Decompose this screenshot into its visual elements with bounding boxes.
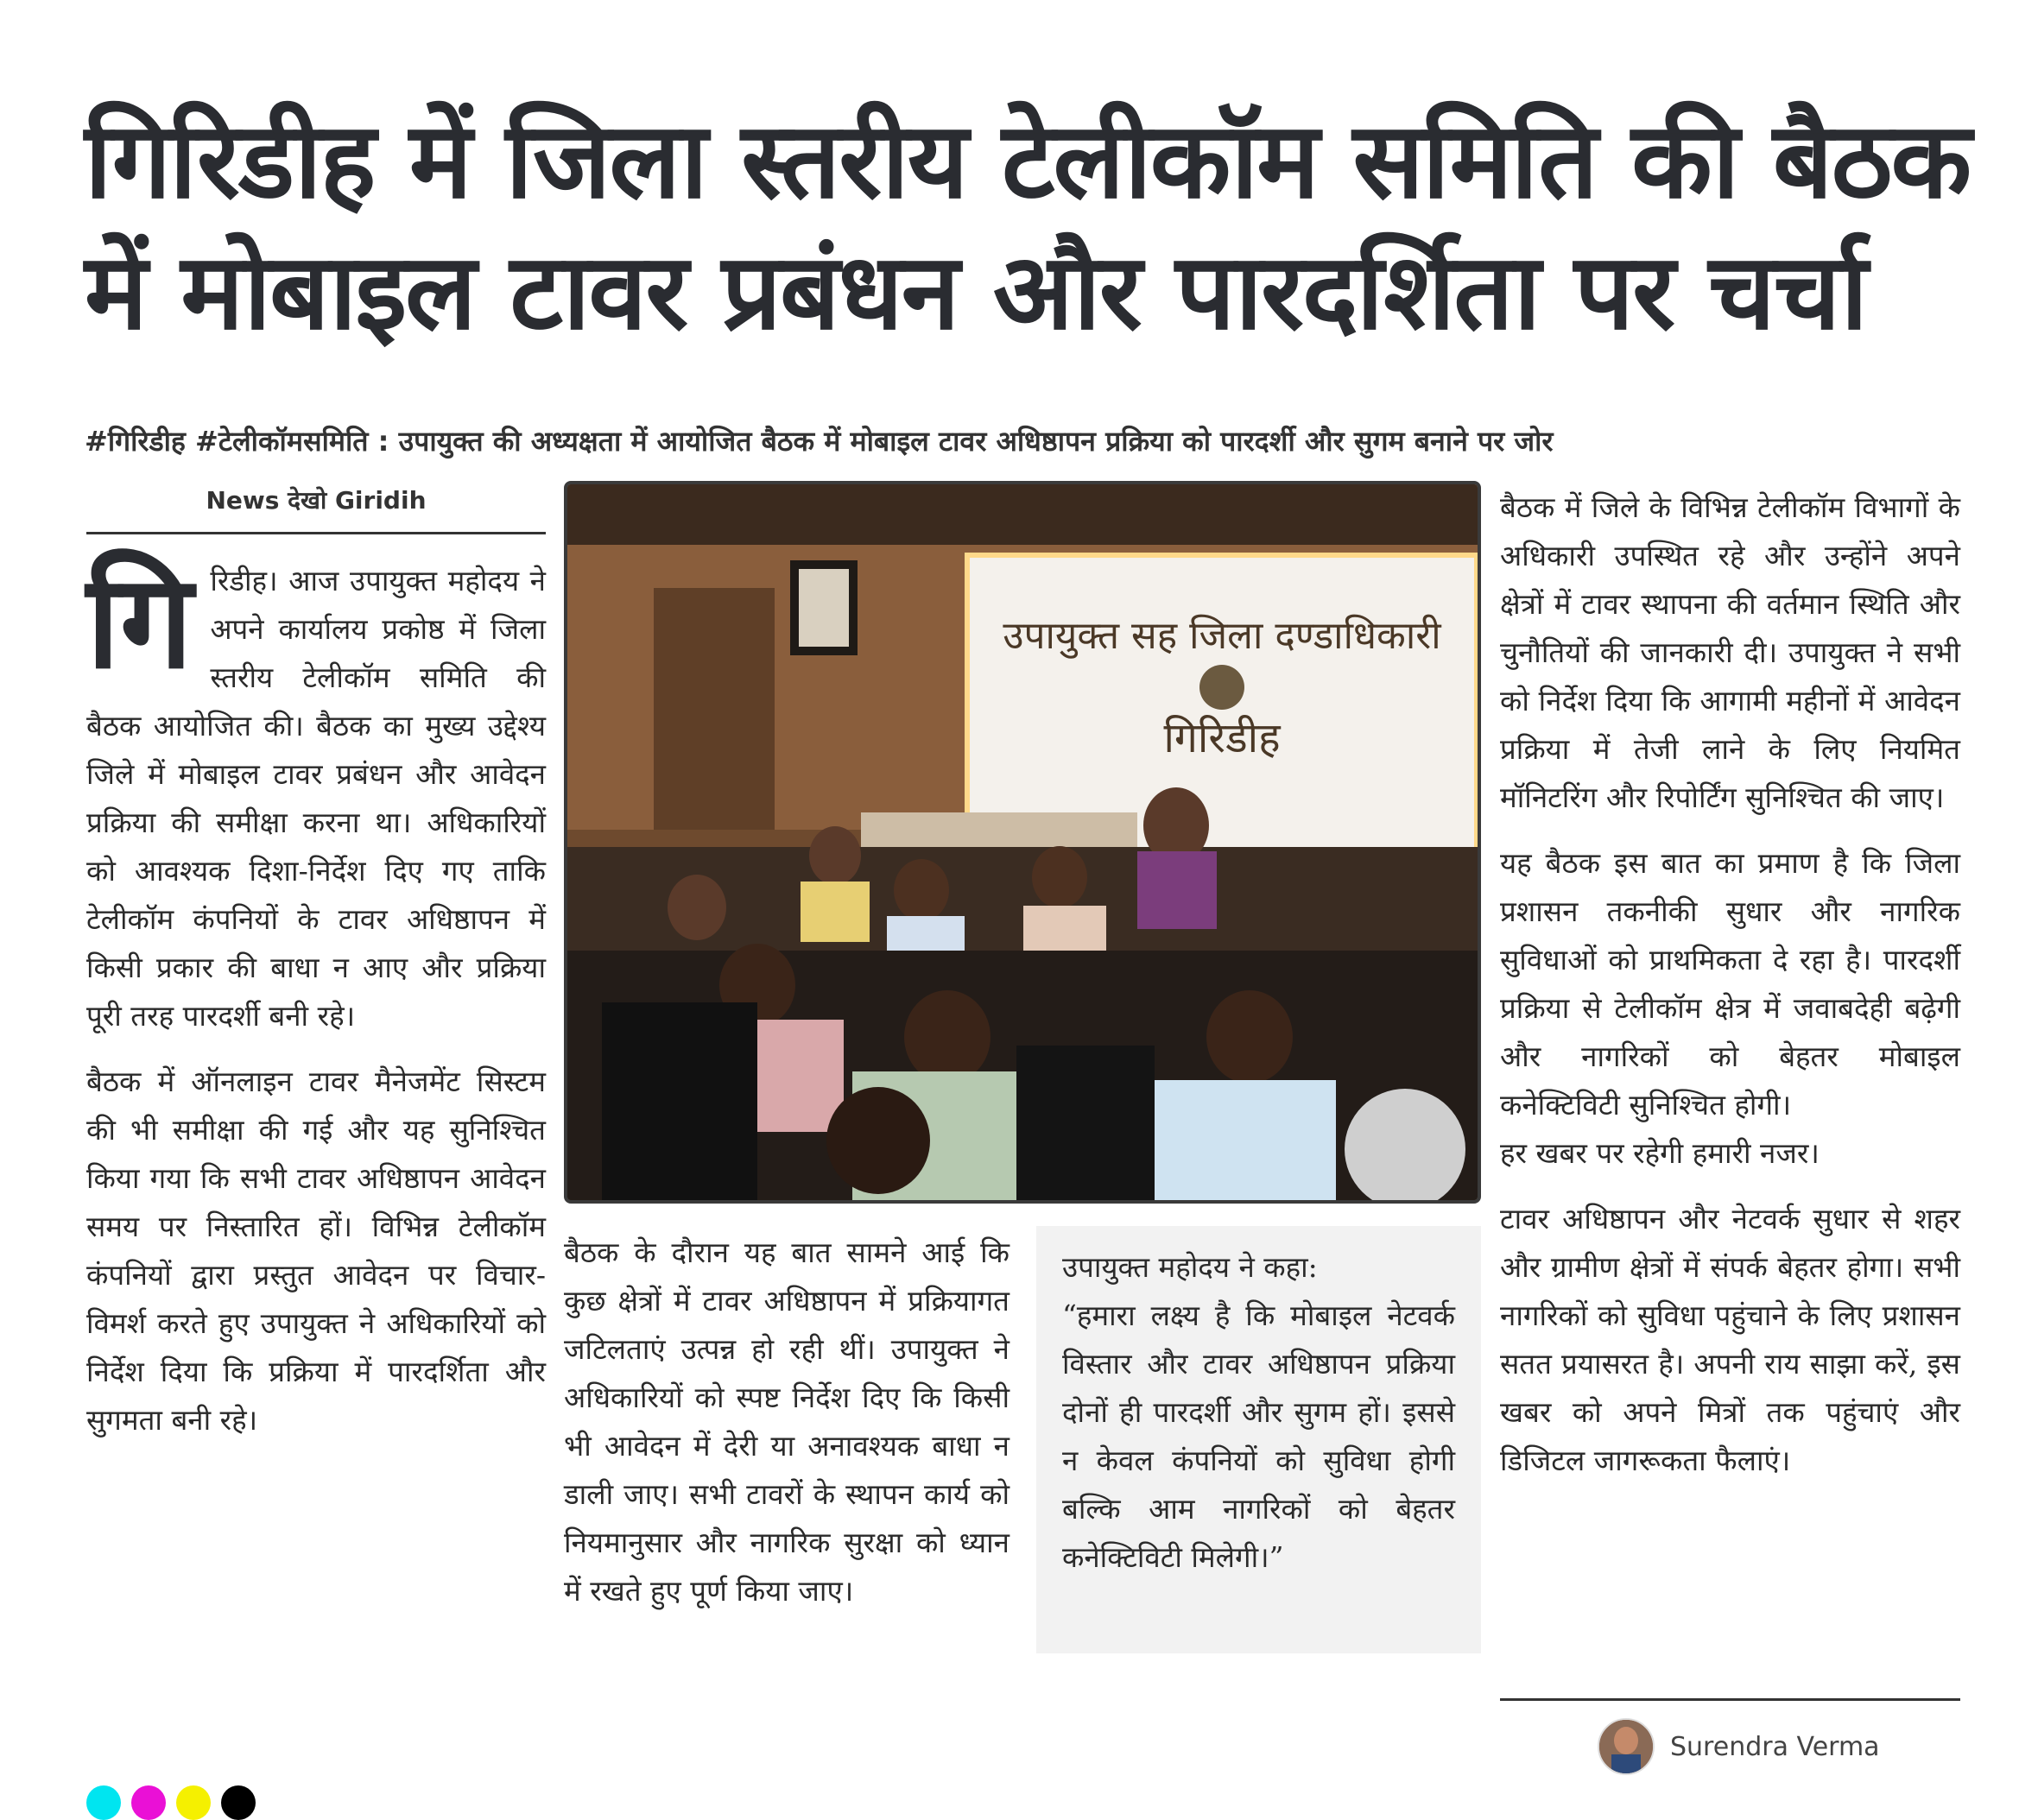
column-4 (1500, 483, 1960, 1502)
column-2 (564, 1229, 1010, 1633)
column-4-para-1: बैठक में जिले के विभिन्न टेलीकॉम विभागों के अधिकारी उपस्थित रहे और उन्होंने अपने क्षेत्रों में टावर स्थापना की वर्तमान स्थिति और चुनौतियों की जानकारी दी। उपायुक्त ने सभी को निर्देश दिया कि आगामी महीनों में आवेदन प्रक्रिया में तेजी लाने के लिए नियमित मॉनिटरिंग और रिपोर्टिंग सुनिश्चित की जाए। (1500, 490, 1960, 814)
quote-box (1036, 1226, 1481, 1653)
headline (85, 95, 1984, 357)
column-1 (86, 547, 546, 1462)
cmyk-dot-black (221, 1785, 256, 1820)
column-4-para-3: टावर अधिष्ठापन और नेटवर्क सुधार से शहर और ग्रामीण क्षेत्रों में संपर्क बेहतर होगा। सभी नागरिकों को सुविधा पहुंचाने के लिए प्रशासन सतत प्रयासरत है। अपनी राय साझा करें, इस खबर को अपने मित्रों तक पहुंचाएं और डिजिटल जागरूकता फैलाएं। (1500, 1202, 1960, 1477)
meeting-photo-illustration (567, 484, 1478, 1200)
quote-text: “हमारा लक्ष्य है कि मोबाइल नेटवर्क विस्तार और टावर अधिष्ठापन प्रक्रिया दोनों ही पारदर्शी और सुगम हों। इससे न केवल कंपनियों को सुविधा होगी बल्कि आम नागरिकों को बेहतर कनेक्टिविटी मिलेगी।” (1062, 1299, 1455, 1574)
meeting-photo (564, 481, 1481, 1204)
sign-place: गिरिडीह (1163, 714, 1281, 762)
cmyk-dot-cyan (86, 1785, 121, 1820)
drop-cap: गि (86, 547, 193, 698)
author-block (1598, 1718, 1880, 1775)
headline-line-1: गिरिडीह में जिला स्तरीय टेलीकॉम समिति की बैठक (85, 99, 1971, 222)
cmyk-dot-yellow (176, 1785, 211, 1820)
author-name: Surendra Verma (1670, 1731, 1880, 1762)
tagline: #गिरिडीह #टेलीकॉमसमिति : उपायुक्त की अध्यक्षता में आयोजित बैठक में मोबाइल टावर अधिष्ठापन प्रक्रिया को पारदर्शी और सुगम बनाने पर जोर (85, 425, 1554, 458)
column-2-para-1: बैठक के दौरान यह बात सामने आई कि कुछ क्षेत्रों में टावर अधिष्ठापन में प्रक्रियागत जटिलताएं उत्पन्न हो रही थीं। उपायुक्त ने अधिकारियों को स्पष्ट निर्देश दिए कि किसी भी आवेदन में देरी या अनावश्यक बाधा न डाली जाए। सभी टावरों के स्थापन कार्य को नियमानुसार और नागरिक सुरक्षा को ध्यान में रखते हुए पूर्ण किया जाए। (564, 1235, 1010, 1608)
cmyk-dot-magenta (131, 1785, 166, 1820)
byline-rule (86, 532, 546, 534)
author-rule (1500, 1698, 1960, 1701)
column-1-para-2: बैठक में ऑनलाइन टावर मैनेजमेंट सिस्टम की भी समीक्षा की गई और यह सुनिश्चित किया गया कि सभी टावर अधिष्ठापन आवेदन समय पर निस्तारित हों। विभिन्न टेलीकॉम कंपनियों द्वारा प्रस्तुत आवेदन पर विचार-विमर्श करते हुए उपायुक्त ने अधिकारियों को निर्देश दिया कि प्रक्रिया में पारदर्शिता और सुगमता बनी रहे। (86, 1065, 546, 1437)
headline-line-2: में मोबाइल टावर प्रबंधन और पारदर्शिता पर चर्चा (85, 231, 1867, 353)
sign-title: उपायुक्त सह जिला दण्डाधिकारी (1003, 614, 1441, 658)
column-4-para-2: यह बैठक इस बात का प्रमाण है कि जिला प्रशासन तकनीकी सुधार और नागरिक सुविधाओं को प्राथमिकता दे रहा है। पारदर्शी प्रक्रिया से टेलीकॉम क्षेत्र में जवाबदेही बढ़ेगी और नागरिकों को बेहतर मोबाइल कनेक्टिविटी सुनिश्चित होगी। हर खबर पर रहेगी हमारी नजर। (1500, 846, 1960, 1170)
quote-lead: उपायुक्त महोदय ने कहा: (1062, 1250, 1318, 1284)
byline: News देखो Giridih (206, 486, 427, 515)
column-4-tagline: हर खबर पर रहेगी हमारी नजर। (1500, 1136, 1820, 1170)
avatar-image (1599, 1720, 1653, 1773)
avatar (1598, 1718, 1655, 1775)
column-1-para-1: गिरिडीह। आज उपायुक्त महोदय ने अपने कार्यालय प्रकोष्ठ में जिला स्तरीय टेलीकॉम समिति की बैठक आयोजित की। बैठक का मुख्य उद्देश्य जिले में मोबाइल टावर प्रबंधन और आवेदन प्रक्रिया की समीक्षा करना था। अधिकारियों को आवश्यक दिशा-निर्देश दिए गए ताकि टेलीकॉम कंपनियों के टावर अधिष्ठापन में किसी प्रकार की बाधा न आए और प्रक्रिया पूरी तरह पारदर्शी बनी रहे। (86, 547, 546, 1033)
